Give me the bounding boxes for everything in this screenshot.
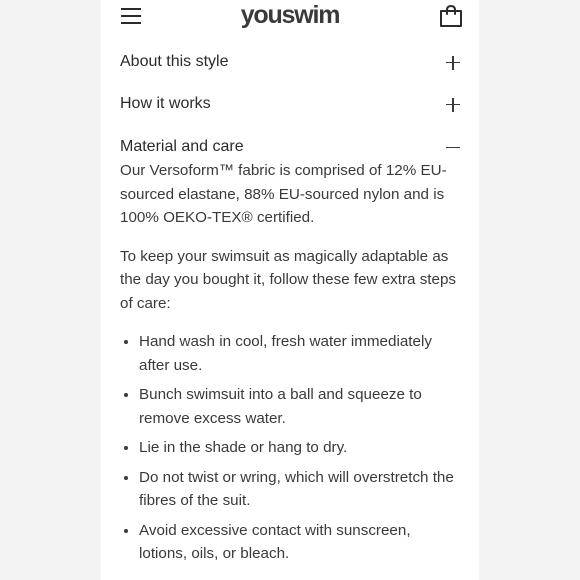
care-intro: To keep your swimsuit as magically adaptable as the day you bought it, follow these few extra steps of care: (120, 247, 457, 312)
care-steps-list (120, 330, 462, 566)
fabric-description: Our Versoform™ fabric is comprised of 12% EU-sourced elastane, 88% EU-sourced nylon and is 100% OEKO-TEX® certified. (120, 162, 447, 226)
material-care-content (120, 159, 462, 572)
accordion-title: How it works (120, 95, 211, 112)
accordion-title: Material and care (120, 138, 244, 155)
accordion-title: About this style (120, 53, 229, 70)
list-item: • Hand wash in cool, fresh water immediately after use. (139, 330, 462, 377)
list-item: • Avoid excessive contact with sunscreen, lotions, oils, or bleach. (139, 519, 462, 566)
minus-icon[interactable] (446, 141, 460, 155)
accordion-material-and-care[interactable] (120, 136, 460, 160)
brand-logo[interactable]: youswim (240, 1, 340, 29)
list-item: • Bunch swimsuit into a ball and squeeze to remove excess water. (139, 383, 462, 430)
shopping-bag-icon[interactable] (439, 4, 463, 28)
list-item: • Lie in the shade or hang to dry. (139, 436, 462, 460)
accordion-about-this-style[interactable] (120, 51, 460, 75)
accordion-how-it-works[interactable] (120, 93, 460, 117)
site-header (101, 0, 479, 34)
plus-icon[interactable] (446, 56, 460, 70)
list-item: • Do not twist or wring, which will overstretch the fibres of the suit. (139, 466, 462, 513)
product-details-page (101, 0, 479, 580)
plus-icon[interactable] (446, 98, 460, 112)
